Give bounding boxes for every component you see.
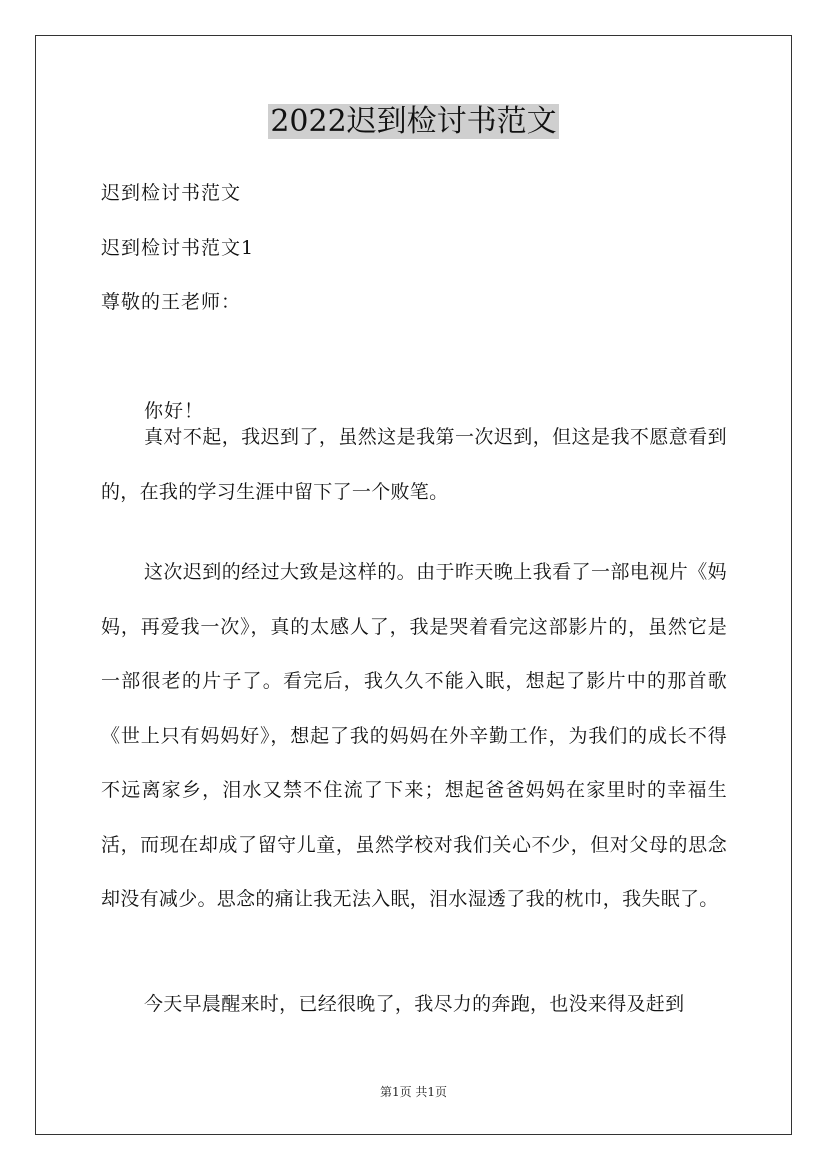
paragraph-1: 真对不起，我迟到了，虽然这是我第一次迟到，但这是我不愿意看到的，在我的学习生涯中留下了一个败笔。 bbox=[101, 426, 727, 503]
document-title-text: 2022迟到检讨书范文 bbox=[270, 104, 557, 139]
paragraph-3: 今天早晨醒来时，已经很晚了，我尽力的奔跑，也没来得及赶到 bbox=[144, 993, 685, 1015]
section-heading: 迟到检讨书范文1 bbox=[101, 237, 255, 259]
salutation: 尊敬的王老师： bbox=[101, 291, 242, 313]
page-footer: 第1页 共1页 bbox=[379, 1085, 448, 1099]
document-subtitle: 迟到检讨书范文 bbox=[101, 182, 242, 204]
document-title bbox=[0, 100, 827, 144]
greeting: 你好！ bbox=[144, 400, 205, 422]
paragraph-2: 这次迟到的经过大致是这样的。由于昨天晚上我看了一部电视片《妈妈，再爱我一次》，真的太感人了，我是哭着看完这部影片的，虽然它是一部很老的片子了。看完后，我久久不能入眠，想起了影片中的那首歌《世上只有妈妈好》，想起了我的妈妈在外辛勤工作，为我们的成长不得不远离家乡，泪水又禁不住流了下来；想起爸爸妈妈在家里时的幸福生活，而现在却成了留守儿童，虽然学校对我们关心不少，但对父母的思念却没有减少。思念的痛让我无法入眠，泪水湿透了我的枕巾，我失眠了。 bbox=[101, 561, 727, 910]
